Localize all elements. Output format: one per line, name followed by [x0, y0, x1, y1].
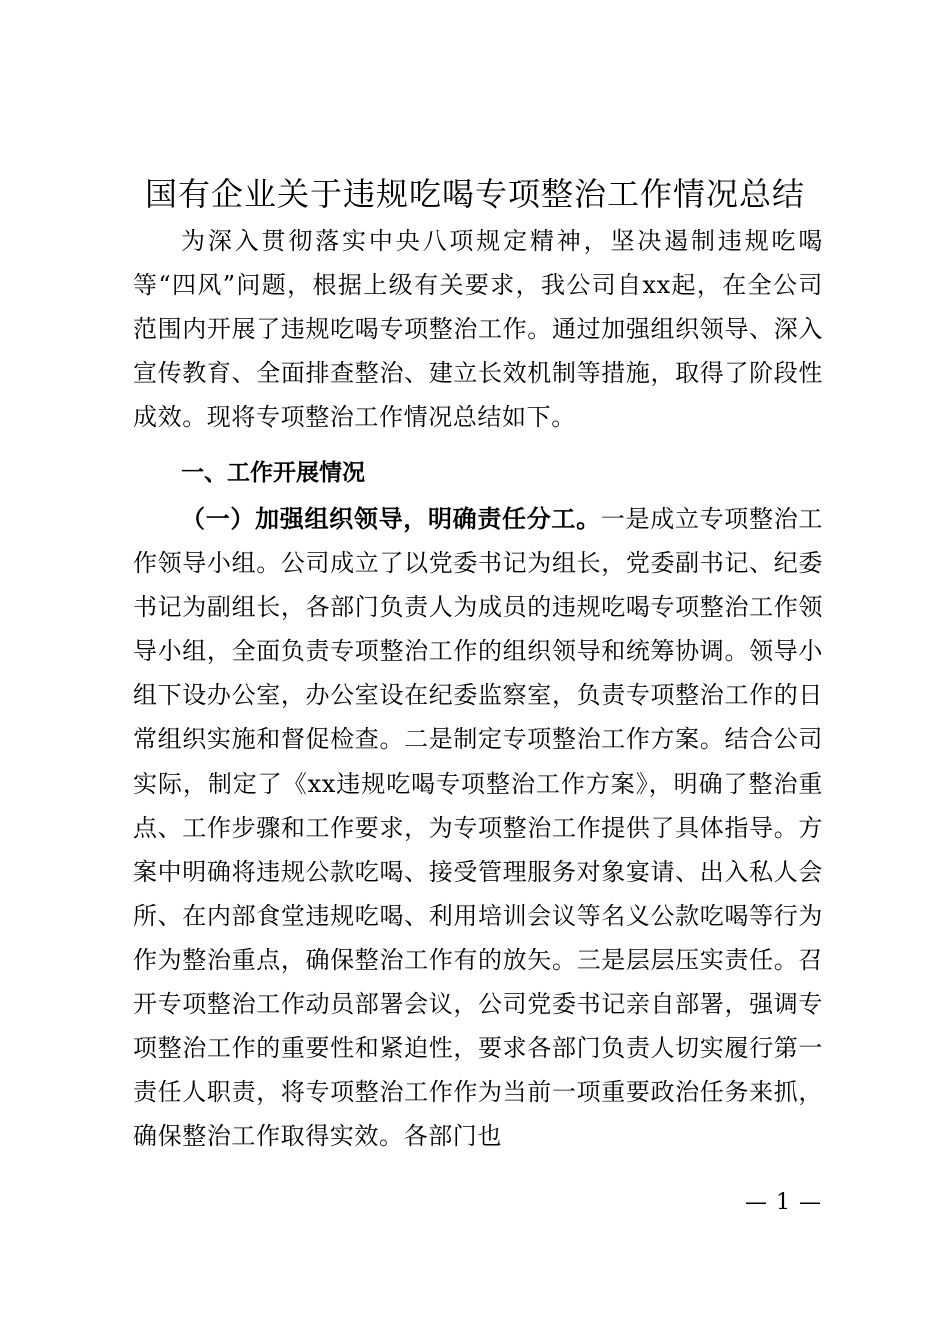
subsection-heading: （一）加强组织领导，明确责任分工。	[181, 505, 601, 533]
section-heading-work-progress: 一、工作开展情况	[181, 460, 365, 486]
page-number: — 1 —	[745, 1190, 822, 1215]
subsection-body-text: 一是成立专项整治工作领导小组。公司成立了以党委书记为组长，党委副书记、纪委书记为副组长，各部门负责人为成员的违规吃喝专项整治工作领导小组，全面负责专项整治工作的组织领导和统筹协调。领导小组下设办公室，办公室设在纪委监察室，负责专项整治工作的日常组织实施和督促检查。二是制定专项整治工作方案。结合公司实际，制定了《xx违规吃喝专项整治工作方案》，明确了整治重点、工作步骤和工作要求，为专项整治工作提供了具体指导。方案中明确将违规公款吃喝、接受管理服务对象宴请、出入私人会所、在内部食堂违规吃喝、利用培训会议等名义公款吃喝等行为作为整治重点，确保整治工作有的放矢。三是层层压实责任。召开专项整治工作动员部署会议，公司党委书记亲自部署，强调专项整治工作的重要性和紧迫性，要求各部门负责人切实履行第一责任人职责，将专项整治工作作为当前一项重要政治任务来抓，确保整治工作取得实效。各部门也	[133, 505, 823, 1151]
document-title: 国有企业关于违规吃喝专项整治工作情况总结	[144, 175, 805, 213]
subsection-paragraph	[133, 497, 823, 1158]
intro-paragraph: 为深入贯彻落实中央八项规定精神，坚决遏制违规吃喝等“四风”问题，根据上级有关要求，我公司自xx起，在全公司范围内开展了违规吃喝专项整治工作。通过加强组织领导、深入宣传教育、全面排查整治、建立长效机制等措施，取得了阶段性成效。现将专项整治工作情况总结如下。	[133, 227, 823, 432]
